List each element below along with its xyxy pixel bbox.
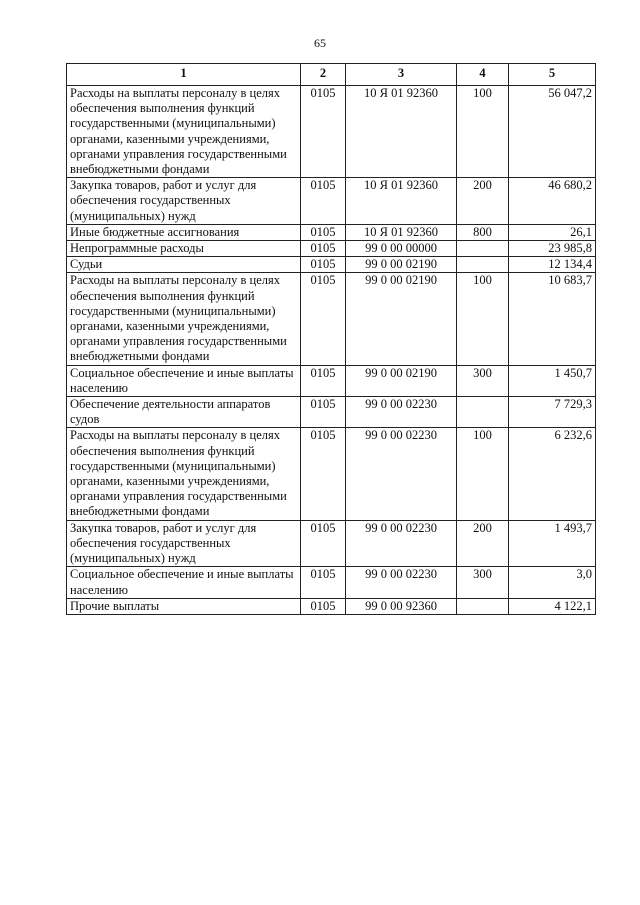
cell-expense-type: [457, 241, 509, 257]
cell-expense-type: 100: [457, 86, 509, 178]
cell-sum: 1 450,7: [509, 365, 596, 396]
column-header-name: 1: [67, 64, 301, 86]
cell-name: Обеспечение деятельности аппаратов судов: [67, 397, 301, 428]
cell-section: 0105: [301, 397, 346, 428]
cell-name: Расходы на выплаты персоналу в целях обеспечения выполнения функций государственными (муниципальными) органами, казенными учреждениями, органами управления государственными внебюджетными фондами: [67, 86, 301, 178]
cell-expense-type: 300: [457, 365, 509, 396]
cell-name: Прочие выплаты: [67, 598, 301, 614]
cell-target-article: 99 0 00 02190: [346, 273, 457, 365]
table-row: [67, 257, 596, 273]
cell-sum: 3,0: [509, 567, 596, 598]
column-header-sum: 5: [509, 64, 596, 86]
cell-section: 0105: [301, 273, 346, 365]
cell-name: Судьи: [67, 257, 301, 273]
cell-section: 0105: [301, 257, 346, 273]
cell-target-article: 99 0 00 02190: [346, 257, 457, 273]
cell-expense-type: 200: [457, 178, 509, 225]
cell-expense-type: 100: [457, 273, 509, 365]
cell-name: Расходы на выплаты персоналу в целях обеспечения выполнения функций государственными (муниципальными) органами, казенными учреждениями, органами управления государственными внебюджетными фондами: [67, 428, 301, 520]
cell-section: 0105: [301, 86, 346, 178]
table-header-row: [67, 64, 596, 86]
cell-name: Расходы на выплаты персоналу в целях обеспечения выполнения функций государственными (муниципальными) органами, казенными учреждениями, органами управления государственными внебюджетными фондами: [67, 273, 301, 365]
cell-expense-type: 800: [457, 224, 509, 240]
cell-section: 0105: [301, 365, 346, 396]
cell-target-article: 99 0 00 02230: [346, 567, 457, 598]
cell-name: Иные бюджетные ассигнования: [67, 224, 301, 240]
table-row: [67, 397, 596, 428]
cell-expense-type: [457, 598, 509, 614]
cell-name: Социальное обеспечение и иные выплаты населению: [67, 365, 301, 396]
cell-target-article: 10 Я 01 92360: [346, 224, 457, 240]
table-row: [67, 178, 596, 225]
cell-section: 0105: [301, 224, 346, 240]
cell-section: 0105: [301, 567, 346, 598]
cell-section: 0105: [301, 178, 346, 225]
table-row: [67, 598, 596, 614]
cell-section: 0105: [301, 428, 346, 520]
cell-expense-type: 200: [457, 520, 509, 567]
cell-target-article: 99 0 00 00000: [346, 241, 457, 257]
cell-target-article: 99 0 00 02230: [346, 428, 457, 520]
cell-name: Закупка товаров, работ и услуг для обеспечения государственных (муниципальных) нужд: [67, 178, 301, 225]
cell-target-article: 10 Я 01 92360: [346, 178, 457, 225]
cell-sum: 4 122,1: [509, 598, 596, 614]
cell-sum: 12 134,4: [509, 257, 596, 273]
table-row: [67, 365, 596, 396]
cell-sum: 46 680,2: [509, 178, 596, 225]
cell-target-article: 99 0 00 02230: [346, 397, 457, 428]
cell-expense-type: [457, 257, 509, 273]
cell-target-article: 99 0 00 92360: [346, 598, 457, 614]
cell-sum: 6 232,6: [509, 428, 596, 520]
column-header-expense-type: 4: [457, 64, 509, 86]
cell-sum: 10 683,7: [509, 273, 596, 365]
column-header-target-article: 3: [346, 64, 457, 86]
cell-target-article: 99 0 00 02190: [346, 365, 457, 396]
table-row: [67, 520, 596, 567]
cell-sum: 23 985,8: [509, 241, 596, 257]
column-header-section: 2: [301, 64, 346, 86]
table-row: [67, 241, 596, 257]
cell-name: Непрограммные расходы: [67, 241, 301, 257]
cell-sum: 26,1: [509, 224, 596, 240]
page-number: 65: [314, 36, 326, 50]
cell-target-article: 99 0 00 02230: [346, 520, 457, 567]
table-row: [67, 273, 596, 365]
cell-target-article: 10 Я 01 92360: [346, 86, 457, 178]
table-row: [67, 567, 596, 598]
cell-section: 0105: [301, 241, 346, 257]
table-row: [67, 224, 596, 240]
cell-sum: 1 493,7: [509, 520, 596, 567]
cell-sum: 56 047,2: [509, 86, 596, 178]
cell-sum: 7 729,3: [509, 397, 596, 428]
table-row: [67, 428, 596, 520]
table-row: [67, 86, 596, 178]
cell-name: Социальное обеспечение и иные выплаты населению: [67, 567, 301, 598]
cell-expense-type: [457, 397, 509, 428]
cell-section: 0105: [301, 598, 346, 614]
cell-name: Закупка товаров, работ и услуг для обеспечения государственных (муниципальных) нужд: [67, 520, 301, 567]
budget-table: [66, 63, 596, 615]
cell-expense-type: 100: [457, 428, 509, 520]
cell-section: 0105: [301, 520, 346, 567]
cell-expense-type: 300: [457, 567, 509, 598]
